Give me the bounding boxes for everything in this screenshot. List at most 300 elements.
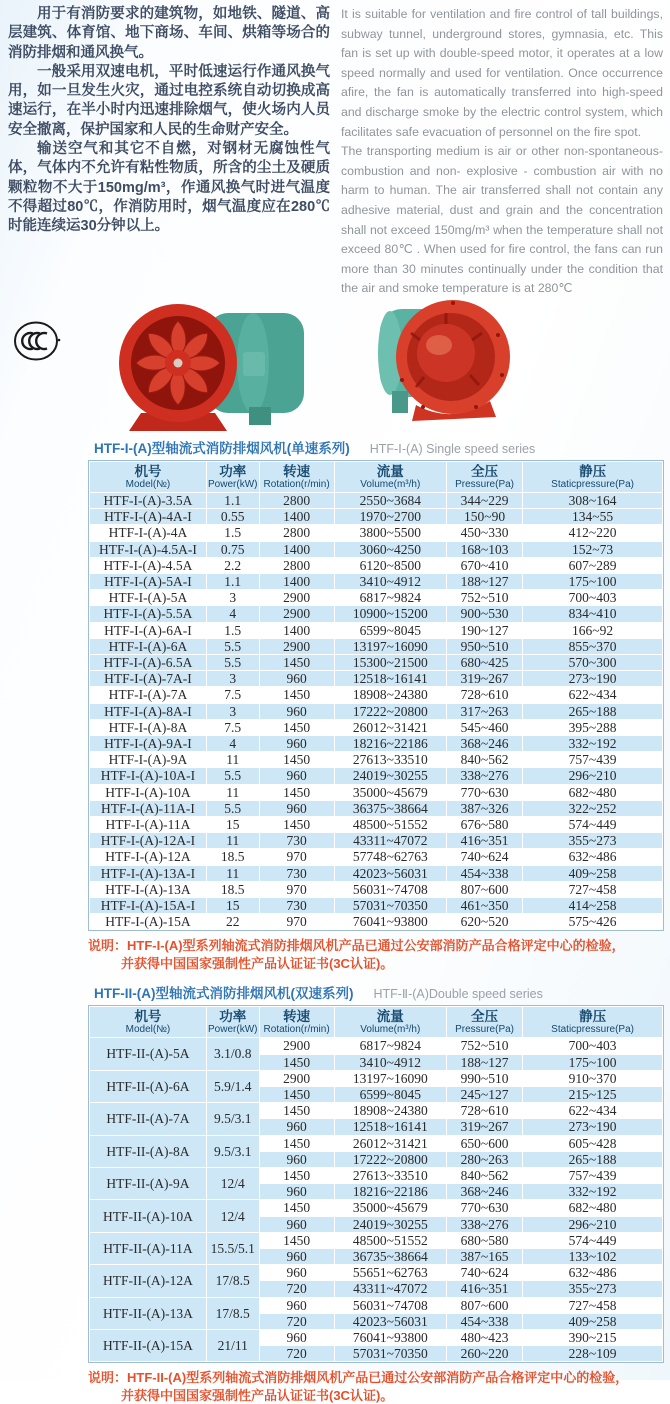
- column-header-zh: 功率: [219, 463, 247, 479]
- table-cell: 11: [206, 752, 259, 768]
- table-row: [90, 1103, 663, 1119]
- table-cell: 752~510: [446, 590, 522, 606]
- table-cell: 6817~9824: [334, 1038, 446, 1054]
- table-cell: 1400: [259, 541, 334, 557]
- table-cell: 0.75: [206, 541, 259, 557]
- table-cell-power: 21/11: [206, 1330, 259, 1362]
- table-cell-model: HTF-II-(A)-5A: [90, 1038, 207, 1070]
- table-cell: 680~580: [446, 1232, 522, 1248]
- column-header: [446, 461, 522, 492]
- table-cell: 960: [259, 671, 334, 687]
- table-cell: 317~263: [446, 703, 522, 719]
- column-header-en: Volume(m³/h): [360, 1024, 421, 1036]
- table-cell: HTF-I-(A)-8A: [90, 719, 207, 735]
- table-cell: 960: [259, 703, 334, 719]
- table-row: [90, 671, 663, 687]
- column-header: [523, 461, 663, 492]
- table-cell: 454~338: [446, 1313, 522, 1329]
- table-cell: 607~289: [523, 557, 663, 573]
- note-line: 说明：HTF-I-(A)型系列轴流式消防排烟风机产品已通过公安部消防产品合格评定中心的检验，: [88, 938, 625, 954]
- note-single-speed: [88, 937, 670, 972]
- table-cell: 730: [259, 865, 334, 881]
- table-cell: 280~263: [446, 1151, 522, 1167]
- column-header-en: Model(№): [125, 1024, 171, 1036]
- column-header: [259, 1007, 334, 1038]
- column-header-en: Rotation(r/min): [263, 478, 330, 490]
- table-cell: 6817~9824: [334, 590, 446, 606]
- note-line: 并获得中国国家强制性产品认证证书(3C认证)。: [121, 1387, 394, 1403]
- table-cell: 682~480: [523, 784, 663, 800]
- table-row: [90, 557, 663, 573]
- table-cell: 273~190: [523, 1119, 663, 1135]
- table-cell: HTF-I-(A)-12A-I: [90, 833, 207, 849]
- table-cell: 3410~4912: [334, 573, 446, 589]
- table-cell: 36735~38664: [334, 1249, 446, 1265]
- table-cell: 57748~62763: [334, 849, 446, 865]
- table-cell: 190~127: [446, 622, 522, 638]
- table-cell: 18908~24380: [334, 1103, 446, 1119]
- table-cell: 1450: [259, 784, 334, 800]
- table1-head: [90, 461, 663, 492]
- column-header-zh: 转速: [283, 1009, 311, 1025]
- column-header: [523, 1007, 663, 1038]
- table-cell-power: 15.5/5.1: [206, 1232, 259, 1264]
- table-cell: 308~164: [523, 492, 663, 508]
- table-cell-model: HTF-II-(A)-15A: [90, 1330, 207, 1362]
- table-cell: 228~109: [523, 1346, 663, 1362]
- table-cell: 632~486: [523, 849, 663, 865]
- table-row: [90, 881, 663, 897]
- table-cell: 1.1: [206, 492, 259, 508]
- table-cell: 412~220: [523, 525, 663, 541]
- table-cell: 4: [206, 735, 259, 751]
- table2-title-en: HTF-Ⅱ-(A)Double speed series: [373, 987, 543, 1002]
- table-cell: 960: [259, 1151, 334, 1167]
- table-cell: 42023~56031: [334, 1313, 446, 1329]
- table-row: [90, 800, 663, 816]
- column-header: [90, 461, 207, 492]
- column-header: [90, 1007, 207, 1038]
- column-header-zh: 功率: [219, 1009, 247, 1025]
- table-cell: HTF-I-(A)-11A: [90, 816, 207, 832]
- table-cell: 344~229: [446, 492, 522, 508]
- table-cell: 56031~74708: [334, 1297, 446, 1313]
- table-cell-model: HTF-II-(A)-7A: [90, 1103, 207, 1135]
- table-cell: 134~55: [523, 509, 663, 525]
- table-cell: 1450: [259, 1087, 334, 1103]
- table-cell: 188~127: [446, 1054, 522, 1070]
- table-cell: 22: [206, 914, 259, 930]
- table-cell: 720: [259, 1346, 334, 1362]
- table-cell: 5.5: [206, 768, 259, 784]
- column-header-zh: 流量: [376, 1009, 404, 1025]
- table-cell: 260~220: [446, 1346, 522, 1362]
- double-speed-fan-photo: [378, 295, 513, 433]
- table-row: [90, 590, 663, 606]
- table-cell: 622~434: [523, 1103, 663, 1119]
- table-cell: 416~351: [446, 1281, 522, 1297]
- table-cell: 970: [259, 914, 334, 930]
- table-row: [90, 1135, 663, 1151]
- table-cell: 1450: [259, 654, 334, 670]
- table-cell: 322~252: [523, 800, 663, 816]
- table-row: [90, 638, 663, 654]
- table-cell: 76041~93800: [334, 914, 446, 930]
- table-cell: 43311~47072: [334, 1281, 446, 1297]
- table-cell: 215~125: [523, 1087, 663, 1103]
- table-cell: 12518~16141: [334, 1119, 446, 1135]
- intro-section: [0, 0, 670, 299]
- table-cell: 1400: [259, 509, 334, 525]
- column-header-zh: 静压: [579, 1009, 607, 1025]
- table-cell: HTF-I-(A)-6A: [90, 638, 207, 654]
- table-cell: 840~562: [446, 1168, 522, 1184]
- table-row: [90, 833, 663, 849]
- column-header: [334, 1007, 446, 1038]
- table-cell: 1450: [259, 1135, 334, 1151]
- table-cell: 35000~45679: [334, 1200, 446, 1216]
- table-cell: 1.5: [206, 525, 259, 541]
- table-cell-power: 17/8.5: [206, 1297, 259, 1329]
- column-header-zh: 流量: [376, 463, 404, 479]
- table1-caption: [94, 437, 664, 457]
- table-cell: 676~580: [446, 816, 522, 832]
- table-cell: 1.5: [206, 622, 259, 638]
- table-cell: 152~73: [523, 541, 663, 557]
- table-cell: 15300~21500: [334, 654, 446, 670]
- table-cell: 480~423: [446, 1330, 522, 1346]
- table-cell: 720: [259, 1281, 334, 1297]
- table-cell: 56031~74708: [334, 881, 446, 897]
- table-cell: 4: [206, 606, 259, 622]
- table-cell: 5.5: [206, 800, 259, 816]
- table-cell: 960: [259, 1330, 334, 1346]
- table-cell: 1450: [259, 1054, 334, 1070]
- table-cell: 133~102: [523, 1249, 663, 1265]
- column-header-en: Power(kW): [208, 1024, 258, 1036]
- column-header-en: Power(kW): [208, 478, 258, 490]
- column-header-zh: 机号: [134, 463, 162, 479]
- single-speed-section: [88, 437, 664, 931]
- table-cell: 10900~15200: [334, 606, 446, 622]
- table-cell: 3: [206, 590, 259, 606]
- table-cell: 632~486: [523, 1265, 663, 1281]
- table-cell: 730: [259, 833, 334, 849]
- note-line: 并获得中国国家强制性产品认证证书(3C认证)。: [121, 955, 394, 971]
- table-cell: 834~410: [523, 606, 663, 622]
- table-cell: 670~410: [446, 557, 522, 573]
- table-cell: 1400: [259, 573, 334, 589]
- table-cell: HTF-I-(A)-10A-I: [90, 768, 207, 784]
- table-row: [90, 768, 663, 784]
- column-header-zh: 全压: [471, 463, 499, 479]
- table-cell: 1450: [259, 1200, 334, 1216]
- table-row: [90, 897, 663, 913]
- table-cell: 338~276: [446, 768, 522, 784]
- table-cell: HTF-I-(A)-10A: [90, 784, 207, 800]
- table-cell: HTF-I-(A)-15A-I: [90, 897, 207, 913]
- table-row: [90, 1038, 663, 1054]
- table-cell: 296~210: [523, 768, 663, 784]
- table-cell: 450~330: [446, 525, 522, 541]
- table-cell: 960: [259, 1265, 334, 1281]
- table-row: [90, 849, 663, 865]
- table-cell: 3060~4250: [334, 541, 446, 557]
- table-cell: 728~610: [446, 687, 522, 703]
- table-cell: 960: [259, 768, 334, 784]
- product-photos-row: [0, 299, 670, 431]
- double-speed-section: [88, 982, 664, 1363]
- table-cell-model: HTF-II-(A)-12A: [90, 1265, 207, 1297]
- column-header-zh: 转速: [283, 463, 311, 479]
- table-cell: HTF-I-(A)-6A-I: [90, 622, 207, 638]
- table-cell: 728~610: [446, 1103, 522, 1119]
- table-cell: 6599~8045: [334, 1087, 446, 1103]
- intro-en-paragraph: It is suitable for ventilation and fire control of tall buildings, subway tunnel, underground stores, gymnasia, etc. This fan is set up with double-speed motor, it operates at a low speed normally and used for ventilation. Once occurrence afire, the fan is automatically transferred into high-speed and discharge smoke by the electric control system, which facilitates safe evacuation of personnel on the fire spot.: [341, 7, 663, 139]
- table-cell: 807~600: [446, 881, 522, 897]
- table-cell: 15: [206, 816, 259, 832]
- column-header-en: Volume(m³/h): [360, 478, 421, 490]
- table-cell: 42023~56031: [334, 865, 446, 881]
- table-cell-model: HTF-II-(A)-6A: [90, 1070, 207, 1102]
- table-cell: 2800: [259, 492, 334, 508]
- table-cell: 740~624: [446, 1265, 522, 1281]
- table-cell: HTF-I-(A)-9A-I: [90, 735, 207, 751]
- table-cell: 26012~31421: [334, 719, 446, 735]
- table-cell: 3800~5500: [334, 525, 446, 541]
- table-cell: 960: [259, 1119, 334, 1135]
- table-cell: 1.1: [206, 573, 259, 589]
- table-cell: 18216~22186: [334, 735, 446, 751]
- note-line: 说明：HTF-II-(A)型系列轴流式消防排烟风机产品已通过公安部消防产品合格评定中心的检验，: [88, 1370, 629, 1386]
- table-cell: 840~562: [446, 752, 522, 768]
- table-cell: 960: [259, 1184, 334, 1200]
- table-cell: 6599~8045: [334, 622, 446, 638]
- table-cell-model: HTF-II-(A)-9A: [90, 1168, 207, 1200]
- table-cell: 18.5: [206, 881, 259, 897]
- table2-title-zh: HTF-II-(A)型轴流式消防排烟风机(双速系列): [94, 986, 354, 1002]
- table1-title-zh: HTF-I-(A)型轴流式消防排烟风机(单速系列): [94, 440, 350, 456]
- table-row: [90, 573, 663, 589]
- table2-wrapper: [88, 1005, 664, 1363]
- table-cell: 409~258: [523, 865, 663, 881]
- table-cell: 18908~24380: [334, 687, 446, 703]
- table-cell: 24019~30255: [334, 1216, 446, 1232]
- table-cell: 48500~51552: [334, 816, 446, 832]
- table-row: [90, 816, 663, 832]
- table-cell-model: HTF-II-(A)-11A: [90, 1232, 207, 1264]
- intro-chinese: [8, 5, 330, 299]
- table-cell: 7.5: [206, 687, 259, 703]
- table-cell: 990~510: [446, 1070, 522, 1086]
- table-cell: 166~92: [523, 622, 663, 638]
- table-cell-power: 9.5/3.1: [206, 1135, 259, 1167]
- table-cell: 15: [206, 897, 259, 913]
- table-cell: 18216~22186: [334, 1184, 446, 1200]
- table-cell: HTF-I-(A)-6.5A: [90, 654, 207, 670]
- table-cell: 574~449: [523, 816, 663, 832]
- column-header-zh: 全压: [471, 1009, 499, 1025]
- header-row: [90, 461, 663, 492]
- double-speed-table: [89, 1006, 663, 1362]
- table-cell: 2900: [259, 1038, 334, 1054]
- table-cell: 390~215: [523, 1330, 663, 1346]
- table-cell: 150~90: [446, 509, 522, 525]
- table-cell: 622~434: [523, 687, 663, 703]
- table-cell: 6120~8500: [334, 557, 446, 573]
- table-cell: 454~338: [446, 865, 522, 881]
- table-cell: HTF-I-(A)-13A-I: [90, 865, 207, 881]
- table-row: [90, 1070, 663, 1086]
- table-cell: 1970~2700: [334, 509, 446, 525]
- table-cell: 727~458: [523, 1297, 663, 1313]
- table-cell: 720: [259, 1313, 334, 1329]
- table-cell: 387~165: [446, 1249, 522, 1265]
- table-row: [90, 687, 663, 703]
- table-row: [90, 492, 663, 508]
- table-cell: 296~210: [523, 1216, 663, 1232]
- table-cell: 575~426: [523, 914, 663, 930]
- table-cell: HTF-I-(A)-15A: [90, 914, 207, 930]
- table-cell: 970: [259, 881, 334, 897]
- table-cell: 35000~45679: [334, 784, 446, 800]
- table2-head: [90, 1007, 663, 1038]
- table-cell: HTF-I-(A)-5.5A: [90, 606, 207, 622]
- table-row: [90, 1297, 663, 1313]
- table-cell: 960: [259, 800, 334, 816]
- table-cell: 11: [206, 784, 259, 800]
- table-cell: 332~192: [523, 735, 663, 751]
- table-cell: 332~192: [523, 1184, 663, 1200]
- column-header-en: Pressure(Pa): [455, 478, 514, 490]
- table1-body: [90, 492, 663, 929]
- table-cell: 12518~16141: [334, 671, 446, 687]
- table-row: [90, 541, 663, 557]
- column-header-en: Pressure(Pa): [455, 1024, 514, 1036]
- table-cell: 680~425: [446, 654, 522, 670]
- column-header-en: Rotation(r/min): [263, 1024, 330, 1036]
- table-cell: 574~449: [523, 1232, 663, 1248]
- table-cell: 960: [259, 1297, 334, 1313]
- column-header-zh: 静压: [579, 463, 607, 479]
- table-row: [90, 719, 663, 735]
- table-cell: 319~267: [446, 1119, 522, 1135]
- table-cell: 807~600: [446, 1297, 522, 1313]
- table1-wrapper: [88, 460, 664, 931]
- table-row: [90, 606, 663, 622]
- note-double-speed: [88, 1369, 670, 1404]
- table-cell: 13197~16090: [334, 1070, 446, 1086]
- table-cell: 5.5: [206, 638, 259, 654]
- table-cell: 1450: [259, 1103, 334, 1119]
- table-cell: 1400: [259, 622, 334, 638]
- table-cell: HTF-I-(A)-4.5A: [90, 557, 207, 573]
- table-cell: 17222~20800: [334, 703, 446, 719]
- table-cell: 5.5: [206, 654, 259, 670]
- table-cell: 27613~33510: [334, 1168, 446, 1184]
- table-cell: 188~127: [446, 573, 522, 589]
- table-cell: 1450: [259, 1232, 334, 1248]
- table-cell: 960: [259, 1249, 334, 1265]
- table-cell-power: 9.5/3.1: [206, 1103, 259, 1135]
- table-cell: HTF-I-(A)-12A: [90, 849, 207, 865]
- table-cell: 461~350: [446, 897, 522, 913]
- table-row: [90, 865, 663, 881]
- table-cell: 2900: [259, 638, 334, 654]
- table-cell: 2900: [259, 590, 334, 606]
- intro-en-paragraph: The transporting medium is air or other non-spontaneous-combustion and non- explosive - combustion air with no harm to human. The air transferred shall not contain any adhesive material, dust and grain and the concentration shall not exceed 150mg/m³ when the temperature shall not exceed 80℃ . When used for fire control, the fans can run more than 30 minutes continually under the condition that the air and smoke temperature is at 280℃: [341, 144, 663, 296]
- table-row: [90, 622, 663, 638]
- table-cell: 11: [206, 865, 259, 881]
- table-cell: 1450: [259, 719, 334, 735]
- table-cell: HTF-I-(A)-13A: [90, 881, 207, 897]
- table-cell: 770~630: [446, 784, 522, 800]
- table-cell: 245~127: [446, 1087, 522, 1103]
- table-cell: 970: [259, 849, 334, 865]
- table-cell: 18.5: [206, 849, 259, 865]
- column-header: [446, 1007, 522, 1038]
- table-cell: HTF-I-(A)-9A: [90, 752, 207, 768]
- table-cell: 730: [259, 897, 334, 913]
- column-header-zh: 机号: [134, 1009, 162, 1025]
- table-cell: 24019~30255: [334, 768, 446, 784]
- table-cell: 368~246: [446, 735, 522, 751]
- table-cell-power: 3.1/0.8: [206, 1038, 259, 1070]
- table-cell: 26012~31421: [334, 1135, 446, 1151]
- table-row: [90, 1200, 663, 1216]
- table-cell: 17222~20800: [334, 1151, 446, 1167]
- table-cell: 168~103: [446, 541, 522, 557]
- table-cell: HTF-I-(A)-8A-I: [90, 703, 207, 719]
- table-cell: 0.55: [206, 509, 259, 525]
- table-cell: HTF-I-(A)-3.5A: [90, 492, 207, 508]
- table-cell: 700~403: [523, 590, 663, 606]
- table-cell: 1450: [259, 752, 334, 768]
- table-cell: 387~326: [446, 800, 522, 816]
- table-row: [90, 703, 663, 719]
- table-cell: 855~370: [523, 638, 663, 654]
- table-cell: 900~530: [446, 606, 522, 622]
- column-header: [259, 461, 334, 492]
- table-cell: 43311~47072: [334, 833, 446, 849]
- table-cell: HTF-I-(A)-7A: [90, 687, 207, 703]
- table2-body: [90, 1038, 663, 1362]
- table-cell: 1450: [259, 687, 334, 703]
- table-cell: 338~276: [446, 1216, 522, 1232]
- table-cell: 950~510: [446, 638, 522, 654]
- table-cell: 2800: [259, 557, 334, 573]
- column-header: [334, 461, 446, 492]
- table-row: [90, 735, 663, 751]
- intro-zh-paragraph: 用于有消防要求的建筑物，如地铁、隧道、高层建筑、体育馆、地下商场、车间、烘箱等场合的消防排烟和通风换气。: [8, 6, 330, 61]
- table-cell: 414~258: [523, 897, 663, 913]
- column-header: [206, 1007, 259, 1038]
- single-speed-table: [89, 461, 663, 930]
- table-row: [90, 1330, 663, 1346]
- table-cell: 2900: [259, 1070, 334, 1086]
- table-cell: 1450: [259, 1168, 334, 1184]
- table-cell: 960: [259, 735, 334, 751]
- intro-zh-paragraph: 一般采用双速电机，平时低速运行作通风换气用，如一旦发生火灾，通过电控系统自动切换成高速运行，在半小时内迅速排除烟气，使火场内人员安全撤离，保护国家和人民的生命财产安全。: [8, 63, 330, 138]
- table-cell: 620~520: [446, 914, 522, 930]
- table-cell: 910~370: [523, 1070, 663, 1086]
- column-header-en: Staticpressure(Pa): [551, 1024, 634, 1036]
- table-cell: 368~246: [446, 1184, 522, 1200]
- table-cell-model: HTF-II-(A)-10A: [90, 1200, 207, 1232]
- single-speed-fan-photo: [103, 297, 268, 435]
- table2-caption: [94, 982, 664, 1002]
- table-cell: 1450: [259, 816, 334, 832]
